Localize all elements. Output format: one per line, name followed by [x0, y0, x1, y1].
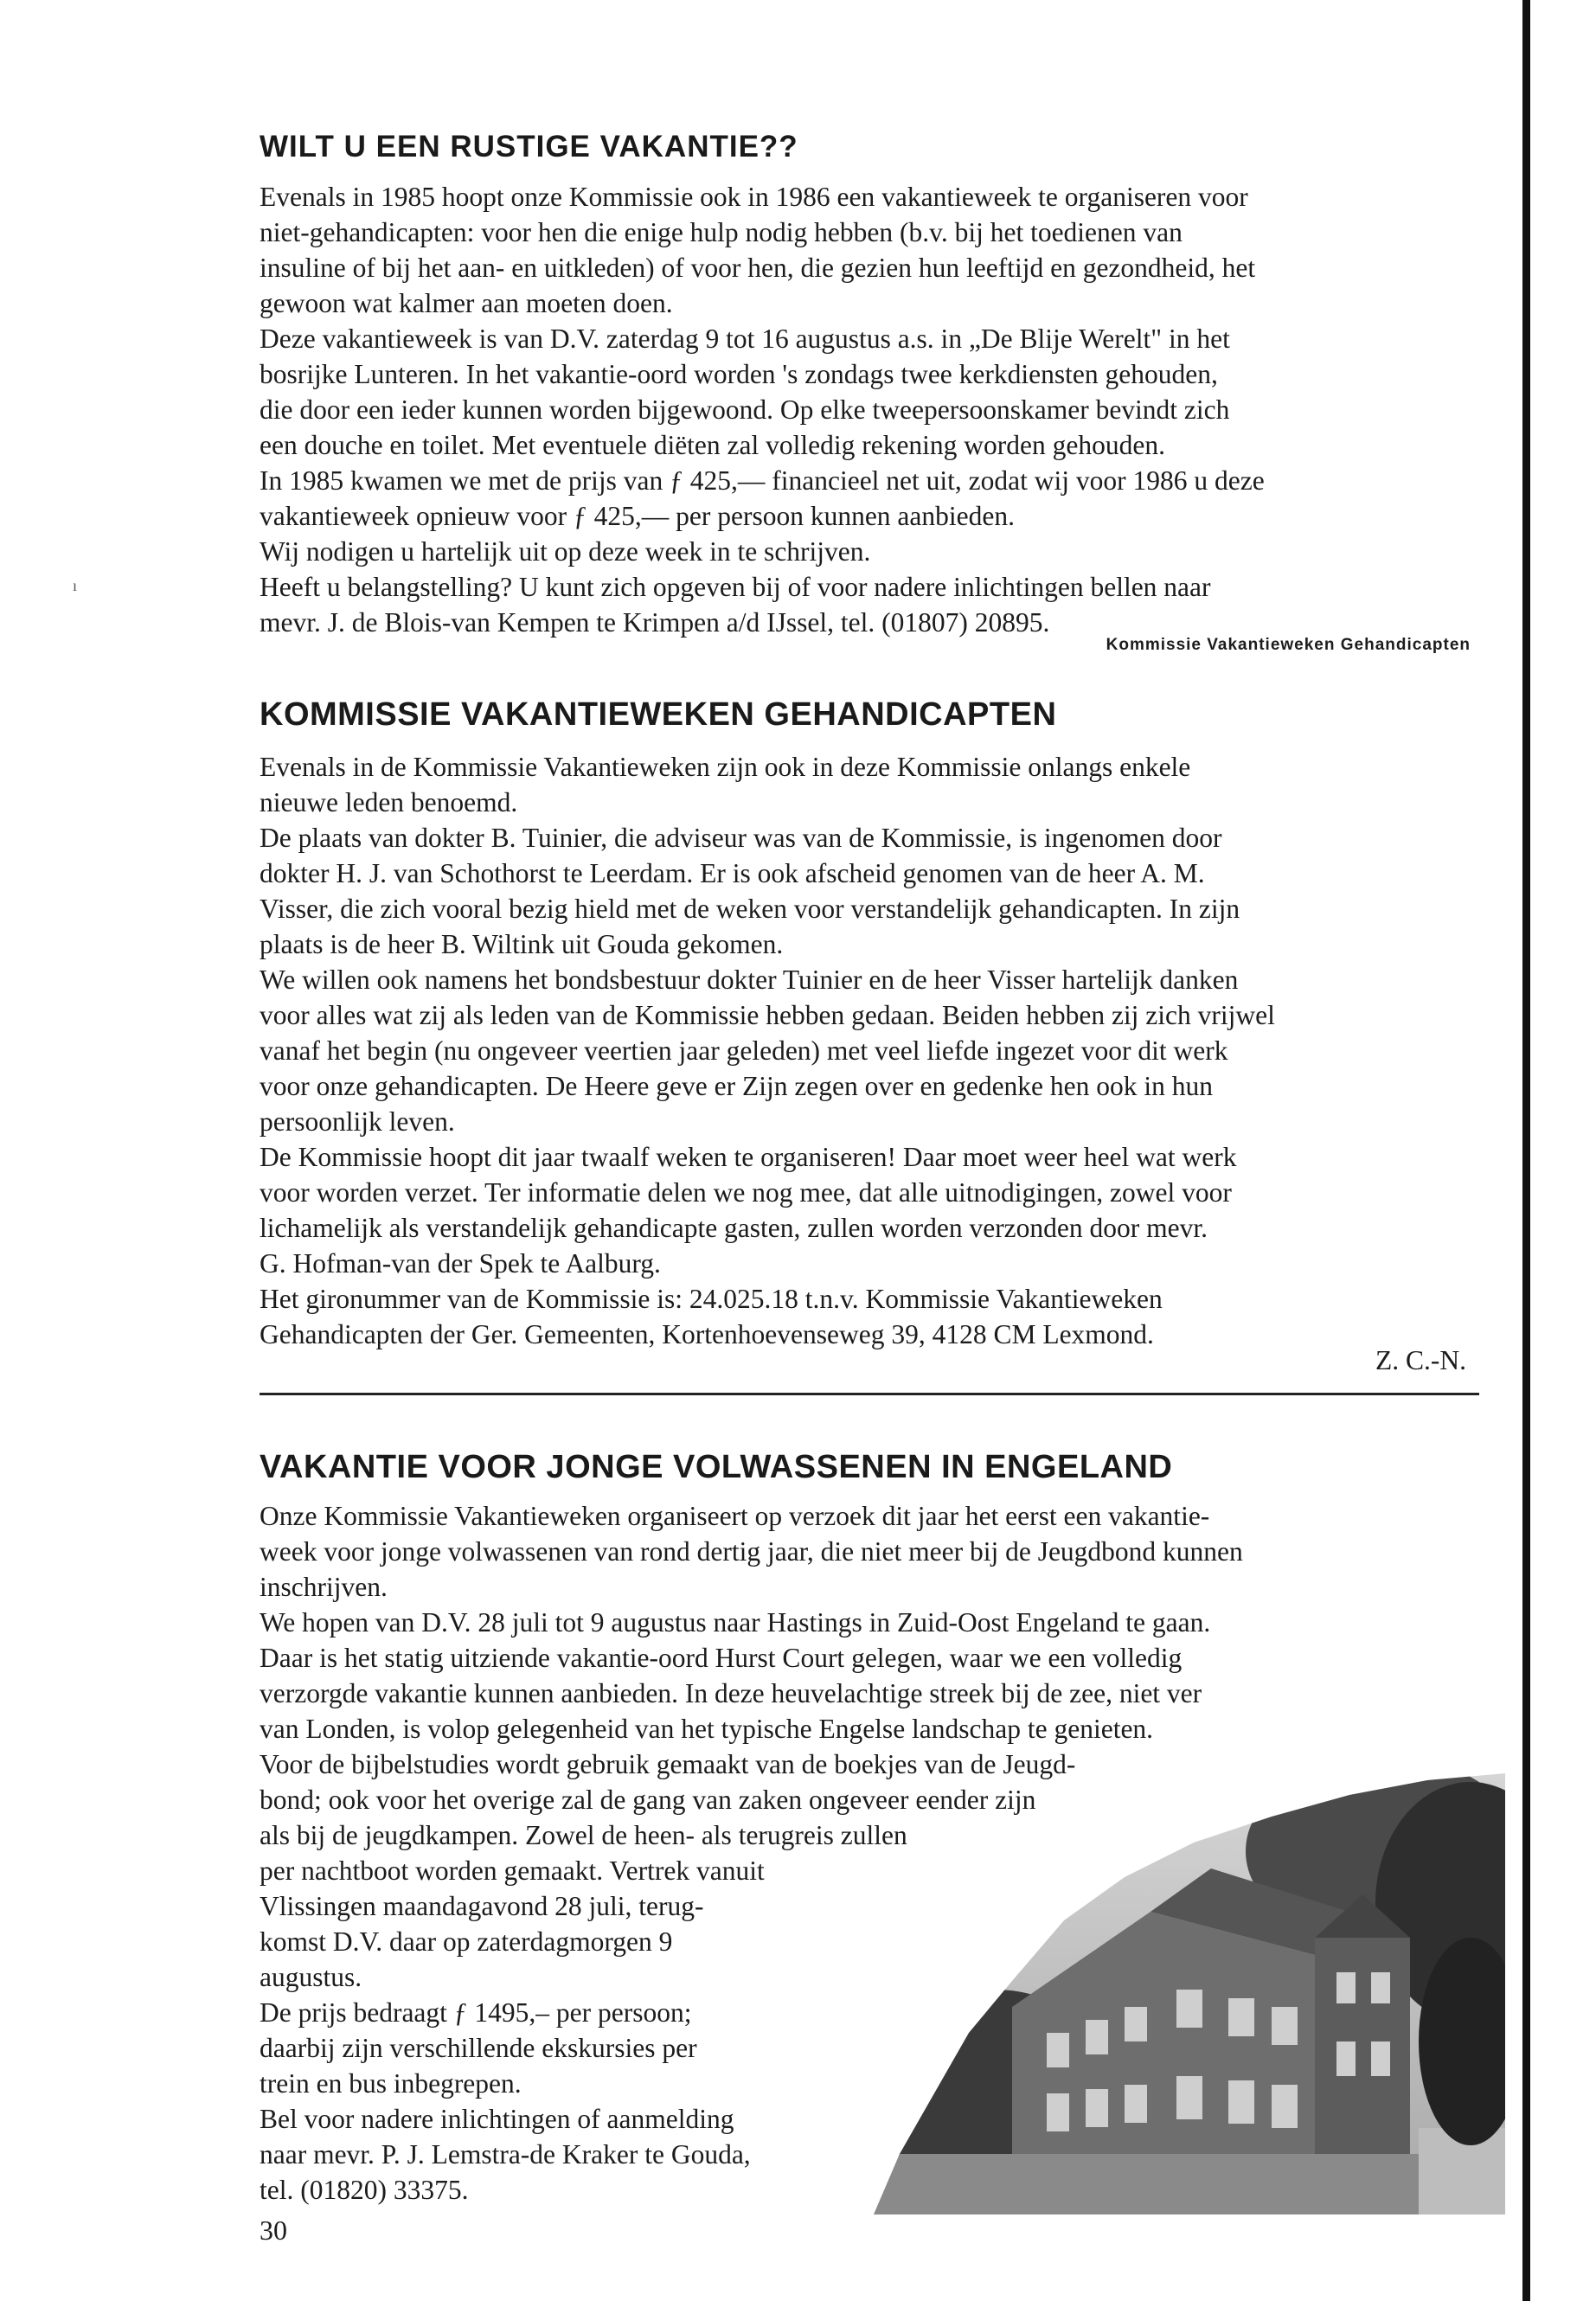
section3-line: verzorgde vakantie kunnen aanbieden. In deze heuvelachtige streek bij de zee, niet ver: [260, 1678, 1202, 1708]
section2-line: nieuwe leden benoemd.: [260, 787, 518, 817]
hurst-court-photo: [865, 1747, 1505, 2214]
margin-mark: ı: [73, 577, 78, 594]
section3-title: VAKANTIE VOOR JONGE VOLWASSENEN IN ENGELAND: [260, 1449, 1173, 1485]
section3-line: trein en bus inbegrepen.: [260, 2068, 522, 2099]
section2-line: lichamelijk als verstandelijk gehandicapte gasten, zullen worden verzonden door mevr.: [260, 1213, 1208, 1243]
section2-line: Het gironummer van de Kommissie is: 24.025.18 t.n.v. Kommissie Vakantieweken: [260, 1284, 1163, 1314]
section2-line: De plaats van dokter B. Tuinier, die adviseur was van de Kommissie, is ingenomen door: [260, 823, 1222, 853]
section2-line: G. Hofman-van der Spek te Aalburg.: [260, 1248, 661, 1279]
section1-line: Evenals in 1985 hoopt onze Kommissie ook in 1986 een vakantieweek te organiseren voor: [260, 182, 1248, 212]
section2-line: Visser, die zich vooral bezig hield met de weken voor verstandelijk gehandicapten. In zijn: [260, 894, 1240, 924]
section1-line: Deze vakantieweek is van D.V. zaterdag 9 tot 16 augustus a.s. in „De Blije Werelt" in het: [260, 324, 1230, 354]
section1-line: mevr. J. de Blois-van Kempen te Krimpen a/d IJssel, tel. (01807) 20895.: [260, 607, 1050, 638]
section2-line: De Kommissie hoopt dit jaar twaalf weken te organiseren! Daar moet weer heel wat werk: [260, 1142, 1237, 1172]
section1-line: bosrijke Lunteren. In het vakantie-oord worden 's zondags twee kerkdiensten gehouden,: [260, 359, 1218, 389]
section2-signature: Z. C.-N.: [1375, 1345, 1466, 1375]
section3-line: per nachtboot worden gemaakt. Vertrek vanuit: [260, 1856, 765, 1886]
section3-line: naar mevr. P. J. Lemstra-de Kraker te Gouda,: [260, 2139, 751, 2170]
section3-line: Onze Kommissie Vakantieweken organiseert op verzoek dit jaar het eerst een vakantie-: [260, 1501, 1210, 1531]
section2-line: voor alles wat zij als leden van de Kommissie hebben gedaan. Beiden hebben zij zich vrijwel: [260, 1000, 1275, 1030]
section2-line: voor onze gehandicapten. De Heere geve er Zijn zegen over en gedenke hen ook in hun: [260, 1071, 1214, 1101]
section1-line: Wij nodigen u hartelijk uit op deze week in te schrijven.: [260, 536, 871, 567]
section2-line: dokter H. J. van Schothorst te Leerdam. Er is ook afscheid genomen van de heer A. M.: [260, 858, 1205, 888]
section2-line: Evenals in de Kommissie Vakantieweken zijn ook in deze Kommissie onlangs enkele: [260, 752, 1191, 782]
section2-line: voor worden verzet. Ter informatie delen we nog mee, dat alle uitnodigingen, zowel voor: [260, 1177, 1232, 1208]
section1-body: [260, 179, 1479, 640]
section3-line: Daar is het statig uitziende vakantie-oord Hurst Court gelegen, waar we een volledig: [260, 1643, 1183, 1673]
page-number: 30: [260, 2214, 287, 2246]
section2-line: vanaf het begin (nu ongeveer veertien jaar geleden) met veel liefde ingezet voor dit werk: [260, 1035, 1228, 1066]
section3-line: De prijs bedraagt ƒ 1495,– per persoon;: [260, 1997, 692, 2028]
section-divider: [260, 1393, 1479, 1395]
section1-title: WILT U EEN RUSTIGE VAKANTIE??: [260, 130, 798, 163]
section1-signature: Kommissie Vakantieweken Gehandicapten: [1106, 636, 1471, 654]
section3-line: tel. (01820) 33375.: [260, 2175, 469, 2205]
section3-line: Voor de bijbelstudies wordt gebruik gemaakt van de boekjes van de Jeugd-: [260, 1749, 1076, 1779]
section1-line: vakantieweek opnieuw voor ƒ 425,— per persoon kunnen aanbieden.: [260, 501, 1015, 531]
section1-line: gewoon wat kalmer aan moeten doen.: [260, 288, 673, 318]
section3-line: van Londen, is volop gelegenheid van het typische Engelse landschap te genieten.: [260, 1714, 1154, 1744]
section3-line: komst D.V. daar op zaterdagmorgen 9: [260, 1926, 673, 1957]
section3-line: We hopen van D.V. 28 juli tot 9 augustus naar Hastings in Zuid-Oost Engeland te gaan.: [260, 1607, 1211, 1638]
section2-line: plaats is de heer B. Wiltink uit Gouda gekomen.: [260, 929, 784, 959]
section3-line: daarbij zijn verschillende ekskursies per: [260, 2033, 697, 2063]
section3-line: week voor jonge volwassenen van rond dertig jaar, die niet meer bij de Jeugdbond kunnen: [260, 1536, 1243, 1567]
section2-body: [260, 749, 1479, 1352]
section3-line: Vlissingen maandagavond 28 juli, terug-: [260, 1891, 704, 1921]
section3-line: augustus.: [260, 1962, 362, 1992]
section1-line: die door een ieder kunnen worden bijgewoond. Op elke tweepersoonskamer bevindt zich: [260, 394, 1230, 425]
section1-line: een douche en toilet. Met eventuele diëten zal volledig rekening worden gehouden.: [260, 430, 1165, 460]
section2-line: persoonlijk leven.: [260, 1106, 455, 1137]
page-edge-line: [1522, 0, 1530, 2301]
section3-line: bond; ook voor het overige zal de gang van zaken ongeveer eender zijn: [260, 1785, 1036, 1815]
section1-line: Heeft u belangstelling? U kunt zich opgeven bij of voor nadere inlichtingen bellen naar: [260, 572, 1211, 602]
section2-line: We willen ook namens het bondsbestuur dokter Tuinier en de heer Visser hartelijk danken: [260, 965, 1239, 995]
section1-line: In 1985 kwamen we met de prijs van ƒ 425,— financieel net uit, zodat wij voor 1986 u deze: [260, 465, 1265, 496]
section3-line: inschrijven.: [260, 1572, 388, 1602]
section1-line: niet-gehandicapten: voor hen die enige hulp nodig hebben (b.v. bij het toedienen van: [260, 217, 1183, 247]
section1-line: insuline of bij het aan- en uitkleden) of voor hen, die gezien hun leeftijd en gezondheid, het: [260, 253, 1256, 283]
section2-line: Gehandicapten der Ger. Gemeenten, Kortenhoevenseweg 39, 4128 CM Lexmond.: [260, 1319, 1154, 1349]
section3-line: Bel voor nadere inlichtingen of aanmelding: [260, 2104, 734, 2134]
section2-title: KOMMISSIE VAKANTIEWEKEN GEHANDICAPTEN: [260, 696, 1057, 733]
section3-line: als bij de jeugdkampen. Zowel de heen- als terugreis zullen: [260, 1820, 907, 1850]
